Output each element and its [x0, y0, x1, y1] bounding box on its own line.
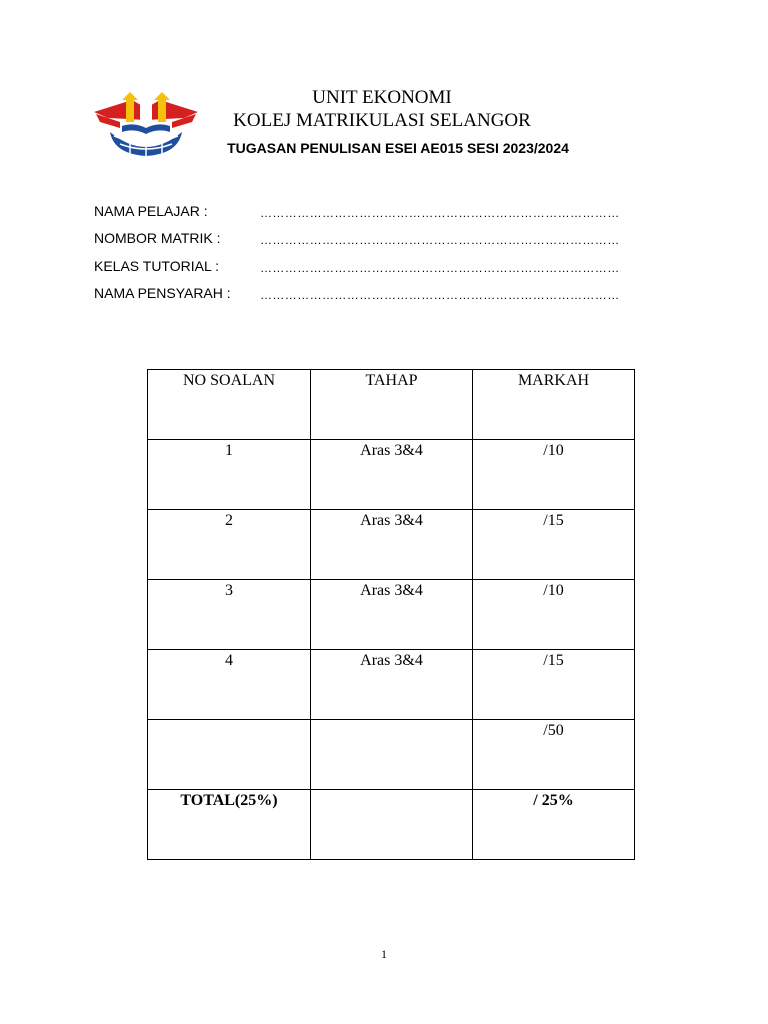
lecturer-name-field[interactable]: ……………………………………………………………………………: [260, 288, 620, 302]
level-cell: Aras 3&4: [311, 580, 473, 650]
table-header-row: [148, 370, 635, 440]
table-row: [148, 650, 635, 720]
marks-subtotal-cell[interactable]: /50: [473, 720, 635, 790]
header-question-no: NO SOALAN: [148, 370, 311, 440]
level-cell: Aras 3&4: [311, 650, 473, 720]
tutorial-class-field[interactable]: ……………………………………………………………………………: [260, 261, 620, 275]
question-no-cell: [148, 720, 311, 790]
question-no-cell: 2: [148, 510, 311, 580]
question-no-cell: 3: [148, 580, 311, 650]
marks-cell[interactable]: /10: [473, 580, 635, 650]
marks-cell[interactable]: /15: [473, 510, 635, 580]
table-row: [148, 440, 635, 510]
tutorial-class-label: KELAS TUTORIAL :: [94, 258, 220, 274]
level-cell: Aras 3&4: [311, 440, 473, 510]
question-no-cell: 1: [148, 440, 311, 510]
level-cell: [311, 720, 473, 790]
table-row: [148, 580, 635, 650]
student-name-label: NAMA PELAJAR :: [94, 203, 208, 219]
marks-cell[interactable]: /15: [473, 650, 635, 720]
question-no-cell: 4: [148, 650, 311, 720]
level-cell: Aras 3&4: [311, 510, 473, 580]
header-marks: MARKAH: [473, 370, 635, 440]
matric-number-label: NOMBOR MATRIK :: [94, 230, 221, 246]
table-row: [148, 510, 635, 580]
total-level-cell: [311, 790, 473, 860]
table-total-row: [148, 790, 635, 860]
student-name-field[interactable]: ……………………………………………………………………………: [260, 206, 620, 220]
header-level: TAHAP: [311, 370, 473, 440]
total-marks-cell[interactable]: / 25%: [473, 790, 635, 860]
matric-number-field[interactable]: ……………………………………………………………………………: [260, 233, 620, 247]
college-crest-logo: [92, 92, 200, 158]
table-row: [148, 720, 635, 790]
total-label-cell: TOTAL(25%): [148, 790, 311, 860]
marks-cell[interactable]: /10: [473, 440, 635, 510]
lecturer-name-label: NAMA PENSYARAH :: [94, 285, 231, 301]
marks-table: [147, 369, 635, 860]
